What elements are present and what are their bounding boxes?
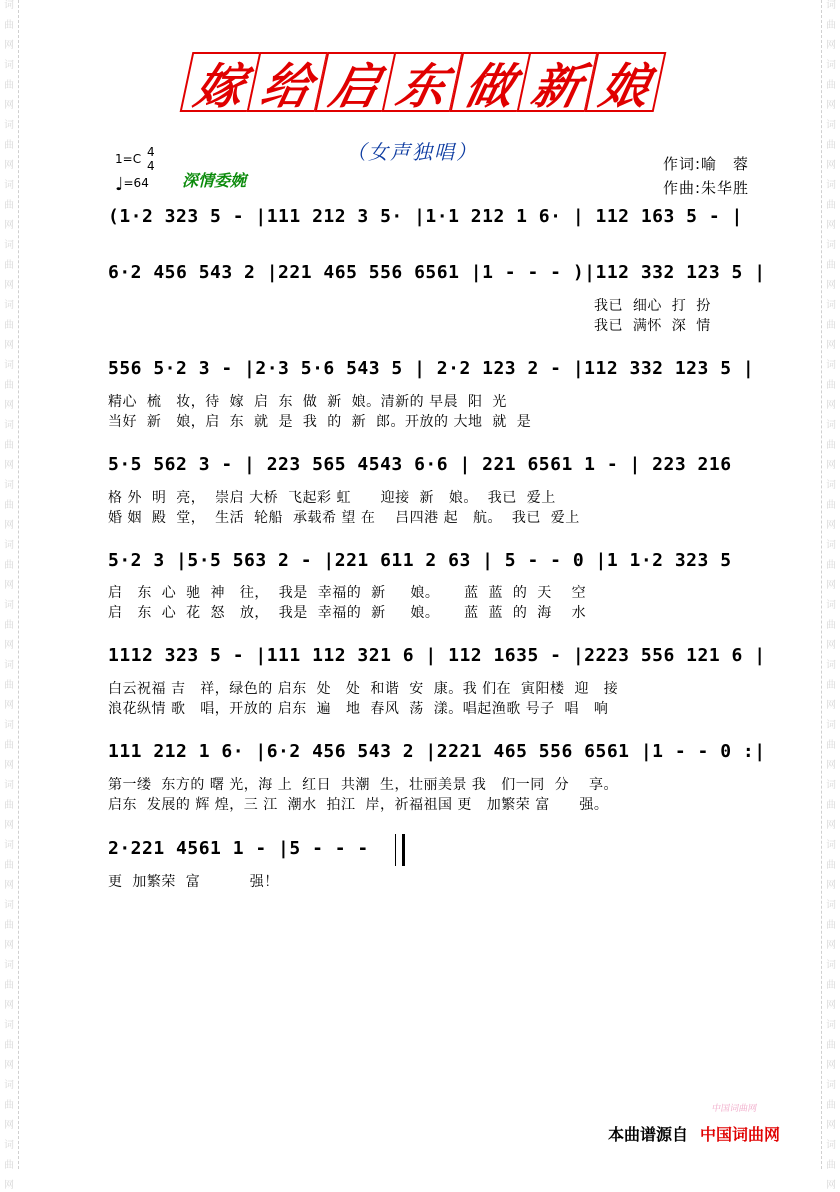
watermark-char: 词 (4, 960, 14, 971)
title-char: 启 (314, 52, 396, 112)
watermark-char: 词 (4, 480, 14, 491)
credits (663, 152, 749, 200)
final-barline (395, 834, 405, 866)
title-char: 给 (247, 52, 329, 112)
score-line-2: 6·2 456 543 2 |221 465 556 6561 |1 - - - )|112 332 123 5 | (108, 262, 766, 283)
score-line-6: 1112 323 5 - |111 112 321 6 | 112 1635 - |2223 556 121 6 | (108, 645, 766, 666)
tempo-marking (115, 174, 149, 195)
watermark-char: 曲 (4, 20, 14, 31)
watermark-char: 曲 (4, 380, 14, 391)
watermark-char: 网 (826, 1180, 836, 1191)
watermark-char: 网 (826, 820, 836, 831)
watermark-char: 词 (4, 600, 14, 611)
time-signature (147, 145, 155, 173)
footer-source (608, 1122, 780, 1145)
watermark-char: 网 (4, 1000, 14, 1011)
watermark-char: 词 (4, 120, 14, 131)
watermark-char: 曲 (4, 980, 14, 991)
lyric-line: 启东 发展的 辉 煌，三 江 潮水 拍江 岸，祈福祖国 更 加繁荣 富 强。 (108, 797, 609, 813)
score-line-7: 111 212 1 6· |6·2 456 543 2 |2221 465 556 6561 |1 - - 0 :| (108, 741, 766, 762)
title-char: 娘 (584, 52, 666, 112)
watermark-char: 曲 (4, 140, 14, 151)
time-signature-top: 4 (147, 145, 155, 159)
watermark-char: 曲 (826, 860, 836, 871)
watermark-char: 网 (4, 1060, 14, 1071)
watermark-char: 网 (826, 700, 836, 711)
watermark-char: 词 (826, 180, 836, 191)
title-char: 东 (382, 52, 464, 112)
lyric-line: 浪花纵情 歌 唱，开放的 启东 遍 地 春风 荡 漾。唱起渔歌 号子 唱 响 (108, 701, 609, 717)
lyric-line: 启 东 心 花 怒 放， 我是 幸福的 新 娘。 蓝 蓝 的 海 水 (108, 605, 587, 621)
watermark-char: 曲 (826, 1100, 836, 1111)
watermark-char: 词 (826, 600, 836, 611)
watermark-char: 词 (826, 720, 836, 731)
watermark-char: 曲 (4, 620, 14, 631)
watermark-char: 网 (4, 820, 14, 831)
score-line-4: 5·5 562 3 - | 223 565 4543 6·6 | 221 6561 1 - | 223 216 (108, 454, 732, 475)
watermark-char: 网 (826, 400, 836, 411)
watermark-char: 曲 (826, 800, 836, 811)
key-signature: 1=C (115, 152, 142, 166)
watermark-char: 网 (826, 40, 836, 51)
watermark-char: 词 (4, 0, 14, 11)
right-watermark-strip (824, 0, 838, 1191)
watermark-char: 网 (4, 580, 14, 591)
watermark-char: 词 (4, 720, 14, 731)
quarter-note-icon: ♩ (115, 174, 124, 195)
watermark-char: 网 (4, 340, 14, 351)
watermark-char: 词 (826, 540, 836, 551)
watermark-char: 网 (826, 160, 836, 171)
watermark-char: 词 (826, 0, 836, 11)
watermark-char: 网 (826, 1060, 836, 1071)
watermark-char: 词 (4, 60, 14, 71)
watermark-char: 词 (826, 1080, 836, 1091)
watermark-char: 曲 (4, 80, 14, 91)
watermark-char: 网 (4, 220, 14, 231)
watermark-char: 网 (4, 940, 14, 951)
watermark-char: 曲 (826, 380, 836, 391)
watermark-char: 网 (4, 640, 14, 651)
watermark-char: 网 (4, 1180, 14, 1191)
lyric-line: 当好 新 娘，启 东 就 是 我 的 新 郎。开放的 大地 就 是 (108, 414, 532, 430)
watermark-char: 网 (826, 1120, 836, 1131)
watermark-char: 网 (826, 580, 836, 591)
lyric-line: 我已 细心 打 扮 (594, 298, 711, 314)
subtitle: （女声独唱） (346, 140, 478, 164)
watermark-char: 曲 (826, 920, 836, 931)
score-line-8: 2·221 4561 1 - |5 - - - (108, 838, 381, 859)
watermark-char: 曲 (826, 740, 836, 751)
lyric-line: 我已 满怀 深 情 (594, 318, 711, 334)
watermark-char: 词 (826, 240, 836, 251)
watermark-char: 曲 (826, 20, 836, 31)
watermark-char: 词 (826, 1020, 836, 1031)
watermark-char: 词 (826, 660, 836, 671)
composer: 作曲:朱华胜 (663, 179, 750, 197)
watermark-char: 网 (4, 700, 14, 711)
watermark-char: 曲 (826, 620, 836, 631)
lyric-line: 更 加繁荣 富 强！ (108, 874, 279, 890)
watermark-char: 曲 (4, 200, 14, 211)
watermark-char: 词 (4, 840, 14, 851)
watermark-char: 曲 (4, 680, 14, 691)
watermark-char: 曲 (4, 320, 14, 331)
watermark-char: 词 (826, 420, 836, 431)
watermark-char: 词 (4, 900, 14, 911)
title-char: 嫁 (180, 52, 262, 112)
song-title (186, 52, 658, 115)
watermark-char: 曲 (4, 440, 14, 451)
left-watermark-strip (2, 0, 16, 1191)
watermark-char: 网 (826, 760, 836, 771)
watermark-char: 曲 (826, 140, 836, 151)
watermark-char: 网 (4, 400, 14, 411)
watermark-char: 曲 (4, 860, 14, 871)
right-dashed-border (821, 0, 822, 1169)
site-logo-watermark: 中国词曲网 (710, 1104, 758, 1114)
watermark-char: 网 (826, 460, 836, 471)
watermark-char: 词 (4, 540, 14, 551)
tempo-value: =64 (123, 176, 149, 190)
watermark-char: 曲 (826, 320, 836, 331)
watermark-char: 词 (4, 1020, 14, 1031)
watermark-char: 曲 (4, 260, 14, 271)
watermark-char: 网 (826, 220, 836, 231)
watermark-char: 网 (4, 520, 14, 531)
title-char: 新 (517, 52, 599, 112)
watermark-char: 网 (826, 340, 836, 351)
watermark-char: 词 (4, 660, 14, 671)
watermark-char: 网 (4, 760, 14, 771)
lyric-line: 启 东 心 驰 神 往， 我是 幸福的 新 娘。 蓝 蓝 的 天 空 (108, 585, 587, 601)
watermark-char: 词 (4, 360, 14, 371)
watermark-char: 词 (4, 780, 14, 791)
watermark-char: 网 (4, 100, 14, 111)
watermark-char: 曲 (4, 920, 14, 931)
watermark-char: 曲 (826, 680, 836, 691)
watermark-char: 曲 (4, 740, 14, 751)
watermark-char: 词 (826, 900, 836, 911)
watermark-char: 曲 (4, 1160, 14, 1171)
watermark-char: 词 (826, 780, 836, 791)
lyric-line: 婚 姻 殿 堂， 生活 轮船 承载希 望 在 吕四港 起 航。 我已 爱上 (108, 510, 580, 526)
watermark-char: 曲 (4, 1100, 14, 1111)
title-char: 做 (449, 52, 531, 112)
watermark-char: 曲 (826, 980, 836, 991)
watermark-char: 词 (826, 360, 836, 371)
lyric-line: 第一缕 东方的 曙 光，海 上 红日 共潮 生，壮丽美景 我 们一同 分 享。 (108, 777, 618, 793)
watermark-char: 曲 (4, 800, 14, 811)
watermark-char: 网 (826, 100, 836, 111)
lyric-line: 精心 梳 妆，待 嫁 启 东 做 新 娘。清新的 早晨 阳 光 (108, 394, 507, 410)
watermark-char: 网 (4, 280, 14, 291)
watermark-char: 网 (826, 1000, 836, 1011)
watermark-char: 曲 (826, 80, 836, 91)
time-signature-bottom: 4 (147, 159, 155, 173)
watermark-char: 词 (4, 240, 14, 251)
watermark-char: 曲 (826, 260, 836, 271)
watermark-char: 词 (826, 1140, 836, 1151)
watermark-char: 网 (826, 940, 836, 951)
watermark-char: 曲 (826, 560, 836, 571)
watermark-char: 词 (4, 1140, 14, 1151)
watermark-char: 词 (826, 60, 836, 71)
watermark-char: 词 (4, 420, 14, 431)
watermark-char: 曲 (4, 1040, 14, 1051)
lyric-line: 格 外 明 亮， 崇启 大桥 飞起彩 虹 迎接 新 娘。 我已 爱上 (108, 490, 556, 506)
watermark-char: 词 (826, 120, 836, 131)
score-line-1: (1·2 323 5 - |111 212 3 5· |1·1 212 1 6· | 112 163 5 - | (108, 206, 743, 227)
footer-source-label: 本曲谱源自 (608, 1125, 689, 1144)
watermark-char: 曲 (826, 440, 836, 451)
footer-site-link[interactable]: 中国词曲网 (700, 1125, 781, 1144)
watermark-char: 曲 (826, 1160, 836, 1171)
watermark-char: 网 (4, 880, 14, 891)
watermark-char: 词 (826, 300, 836, 311)
watermark-char: 词 (4, 1080, 14, 1091)
watermark-char: 词 (826, 960, 836, 971)
score-line-3: 556 5·2 3 - |2·3 5·6 543 5 | 2·2 123 2 - |112 332 123 5 | (108, 358, 755, 379)
watermark-char: 网 (826, 880, 836, 891)
score-line-5: 5·2 3 |5·5 563 2 - |221 611 2 63 | 5 - - 0 |1 1·2 323 5 (108, 550, 732, 571)
watermark-char: 网 (4, 40, 14, 51)
watermark-char: 曲 (826, 1040, 836, 1051)
expression-marking: 深情委婉 (182, 171, 247, 190)
watermark-char: 网 (4, 1120, 14, 1131)
left-dashed-border (18, 0, 19, 1169)
watermark-char: 曲 (826, 500, 836, 511)
watermark-char: 词 (4, 300, 14, 311)
watermark-char: 网 (4, 460, 14, 471)
watermark-char: 词 (4, 180, 14, 191)
watermark-char: 词 (826, 840, 836, 851)
watermark-char: 网 (826, 520, 836, 531)
watermark-char: 曲 (826, 200, 836, 211)
watermark-char: 网 (4, 160, 14, 171)
watermark-char: 网 (826, 640, 836, 651)
lyric-line: 白云祝福 吉 祥，绿色的 启东 处 处 和谐 安 康。我 们在 寅阳楼 迎 接 (108, 681, 619, 697)
watermark-char: 曲 (4, 560, 14, 571)
watermark-char: 曲 (4, 500, 14, 511)
watermark-char: 网 (826, 280, 836, 291)
watermark-char: 词 (826, 480, 836, 491)
lyricist: 作词:喻 蓉 (663, 155, 750, 173)
